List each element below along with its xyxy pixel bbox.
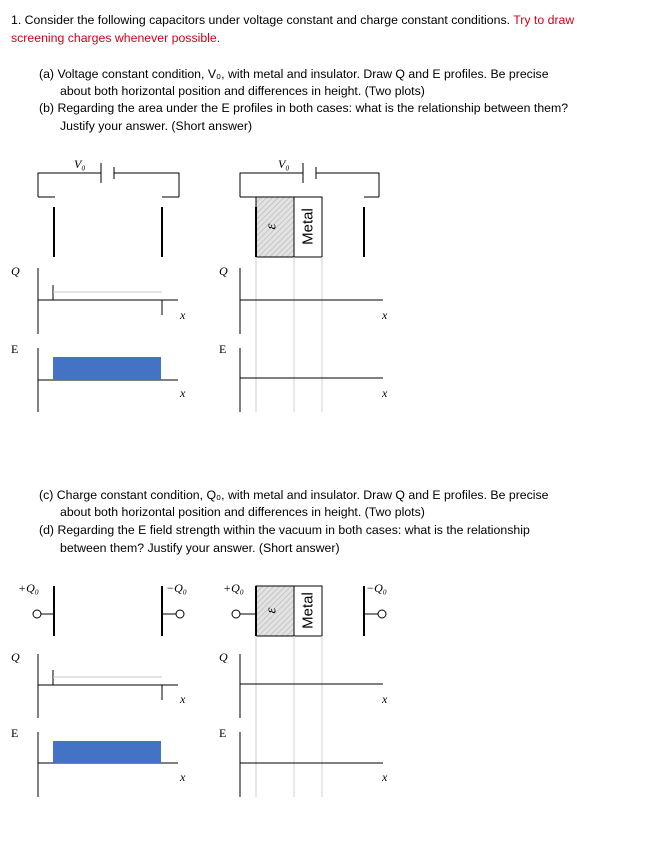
c-left-q-axes [38, 654, 178, 718]
c-right-x-label-q: x [382, 692, 388, 706]
a-right-q-label: Q [219, 264, 228, 278]
a-left-q-label: Q [11, 264, 20, 278]
c-left-plate-right [161, 586, 163, 636]
c-right-guides [256, 636, 322, 797]
a-right-v0-label: V₀ [278, 157, 290, 171]
c-right-minus-q0-label: −Q₀ [366, 581, 387, 595]
a-right-e-label: E [219, 342, 227, 356]
c-right-x-label-e: x [382, 770, 388, 784]
c-left-x-label-e: x [180, 770, 186, 784]
a-left-e-bar [53, 357, 161, 380]
c-right-plate-right [363, 586, 365, 636]
a-right-q-axes [240, 268, 383, 334]
c-left-e-label: E [11, 726, 19, 740]
question-line-2: screening charges whenever possible. [11, 31, 221, 45]
part-a-line-1: (a) Voltage constant condition, V₀, with metal and insulator. Draw Q and E profiles. Be precise [39, 67, 549, 81]
question-text: 1. Consider the following capacitors under voltage constant and charge constant conditions. [11, 13, 511, 27]
question-red-text: Try to draw [513, 13, 575, 27]
part-c-line-2: about both horizontal position and differences in height. (Two plots) [60, 505, 425, 519]
c-right-plus-q0-label: +Q₀ [223, 581, 244, 595]
a-left-x-label-e: x [180, 386, 186, 400]
a-right-e-axes [240, 348, 383, 412]
part-b-line-2: Justify your answer. (Short answer) [60, 119, 253, 133]
c-right-q-label: Q [219, 650, 228, 664]
c-right-e-label: E [219, 726, 227, 740]
part-d-line-2: between them? Justify your answer. (Short answer) [60, 541, 340, 555]
a-left-circuit [38, 163, 179, 197]
part-c-line-1: (c) Charge constant condition, Q₀, with metal and insulator. Draw Q and E profiles. Be precise [39, 488, 549, 502]
c-right-plate-left [255, 586, 257, 636]
c-left-x-label-q: x [180, 692, 186, 706]
a-left-plate-left [53, 207, 55, 257]
c-left-e-bar [53, 741, 161, 763]
part-a-line-2: about both horizontal position and differences in height. (Two plots) [60, 84, 425, 98]
a-left-e-label: E [11, 342, 19, 356]
a-left-plate-right [161, 207, 163, 257]
c-right-metal-label: Metal [299, 592, 317, 629]
part-b-line-1: (b) Regarding the area under the E profiles in both cases: what is the relationship between them? [39, 101, 569, 115]
a-right-plate-right [363, 207, 365, 257]
a-right-metal-label: Metal [299, 208, 317, 245]
c-left-q-label: Q [11, 650, 20, 664]
a-left-v0-label: V₀ [74, 157, 86, 171]
c-left-plate-left [53, 586, 55, 636]
a-right-circuit [240, 163, 379, 197]
a-right-guides [256, 257, 322, 412]
a-right-plate-left [255, 207, 257, 257]
a-left-q-axes [38, 268, 178, 334]
c-right-epsilon-label: ε [263, 607, 280, 614]
a-left-x-label-q: x [180, 308, 186, 322]
part-d-line-1: (d) Regarding the E field strength within the vacuum in both cases: what is the relationship [39, 523, 530, 537]
a-right-epsilon-label: ε [263, 223, 280, 230]
c-left-minus-q0-label: −Q₀ [166, 581, 187, 595]
c-left-plus-q0-label: +Q₀ [18, 581, 39, 595]
c-right-q-axes [240, 654, 383, 718]
c-right-e-axes [240, 732, 383, 797]
a-right-x-label-e: x [382, 386, 388, 400]
a-right-x-label-q: x [382, 308, 388, 322]
